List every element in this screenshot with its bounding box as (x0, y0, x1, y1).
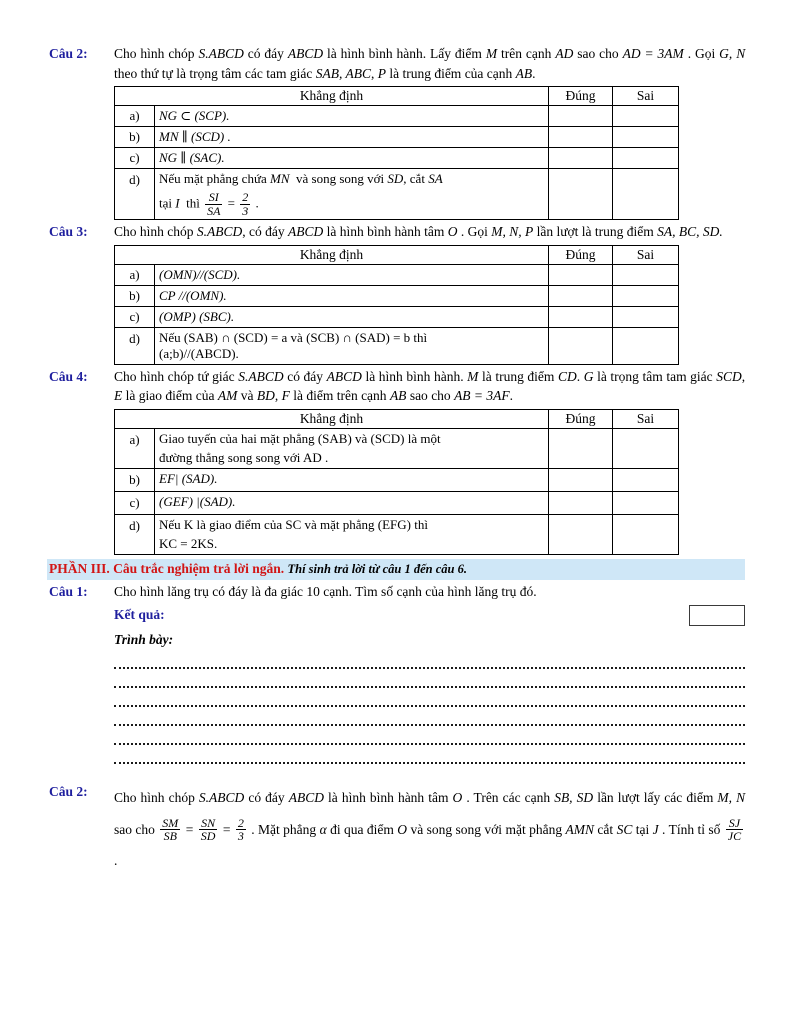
row-statement (155, 469, 549, 492)
math-term: S.ABCD (238, 368, 284, 384)
table-row (115, 515, 679, 555)
answer-cell-true[interactable] (549, 515, 613, 555)
math-term: J (652, 821, 659, 837)
math-term: P (377, 65, 386, 81)
text-fragment: cho (599, 46, 619, 61)
fraction-two-thirds: $\frac{2}{3}$ (237, 815, 244, 844)
math-term: AB = 3AF (454, 388, 510, 404)
math-term: AMN (565, 821, 594, 837)
answer-cell-true[interactable] (549, 306, 613, 327)
math-term-alpha: α (319, 821, 327, 837)
row-statement (155, 306, 549, 327)
math-term: M, N (717, 789, 746, 805)
question-cau-4 (0, 367, 792, 406)
statement-text: (OMP) (SBC). (159, 308, 235, 324)
statement-text: CP //(OMN). (159, 287, 227, 303)
row-index: b) (115, 127, 155, 148)
text-fragment: sao cho (114, 821, 155, 837)
statement-text: NG ∥ (SAC). (159, 150, 225, 166)
statement-table-cau-3 (114, 245, 679, 365)
text-fragment: Cho hình chóp (114, 46, 195, 61)
fraction-si-sa: $\frac{SI}{SA}$ (207, 190, 221, 218)
answer-cell-false[interactable] (613, 285, 679, 306)
column-header-false: Sai (613, 245, 679, 264)
text-fragment: là trung điểm (482, 368, 555, 384)
text-fragment: có đáy (247, 46, 284, 61)
row-statement (155, 127, 549, 148)
question-label: Câu 2: (49, 46, 88, 61)
answer-cell-true[interactable] (549, 127, 613, 148)
result-row (114, 605, 745, 626)
math-term: S.ABCD (198, 789, 245, 805)
dotted-line[interactable] (114, 669, 745, 688)
math-term: AB (515, 65, 533, 81)
question-prompt (114, 222, 792, 242)
text-fragment: sao (577, 46, 596, 61)
math-term: SC (616, 821, 633, 837)
row-statement (155, 429, 549, 469)
column-header-statement: Khẳng định (115, 410, 549, 429)
math-term: AB (389, 388, 407, 404)
statement-line-2: KC = 2KS. (159, 536, 218, 551)
dotted-line[interactable] (114, 745, 745, 764)
text-fragment: sao (409, 388, 428, 404)
table-header-row (115, 410, 679, 429)
table-row (115, 106, 679, 127)
column-header-true: Đúng (549, 410, 613, 429)
row-index: d) (115, 327, 155, 364)
answer-cell-true[interactable] (549, 285, 613, 306)
math-term: O (447, 224, 458, 240)
row-index: a) (115, 429, 155, 469)
text-fragment: có đáy (287, 368, 324, 384)
text-fragment: lượt lấy các điểm (617, 789, 714, 805)
text-fragment: , (741, 368, 746, 384)
question-label: Câu 4: (49, 368, 88, 384)
result-label: Kết quả: (114, 607, 165, 623)
question-prompt (114, 782, 792, 877)
text-fragment: Cho hình chóp tứ giác (114, 368, 235, 384)
text-fragment: là giao điểm của (125, 388, 215, 404)
text-fragment: Cho hình chóp (114, 789, 195, 805)
statement-line-2: tại I thì $\frac{SI}{SA}$ = $\frac{2}{3}$ . (159, 190, 259, 218)
statement-table-cau-4 (114, 409, 679, 555)
statement-line-1: Nếu mặt phẳng chứa MN và song song với SD, cắt SA (159, 171, 443, 187)
text-fragment: và (240, 388, 254, 404)
math-term: O (397, 821, 408, 837)
text-fragment: cắt (597, 821, 614, 837)
question-prompt (114, 44, 792, 83)
answer-cell-true[interactable] (549, 492, 613, 515)
math-term: ABCD (326, 368, 362, 384)
text-fragment: với mặt phẳng (484, 821, 563, 837)
text-fragment: trên cạnh (501, 46, 552, 61)
answer-cell-false[interactable] (613, 148, 679, 169)
table-header-row (115, 245, 679, 264)
math-term: S.ABCD (198, 46, 244, 61)
math-term: ABCD (288, 789, 324, 805)
answer-cell-true[interactable] (549, 429, 613, 469)
statement-line-1: Nếu (SAB) ∩ (SCD) = a và (SCB) ∩ (SAD) = b thì (159, 329, 428, 345)
answer-cell-false[interactable] (613, 306, 679, 327)
text-fragment: . (509, 388, 514, 404)
statement-line-1: Nếu K là giao điểm của SC và mặt phẳng (EFG) thì (159, 517, 428, 532)
text-fragment: lần (597, 789, 614, 805)
question-label: Câu 3: (49, 224, 88, 240)
math-term: E (114, 388, 123, 404)
row-statement (155, 264, 549, 285)
text-fragment: . Mặt phẳng (251, 821, 317, 837)
table-row (115, 429, 679, 469)
answer-cell-false[interactable] (613, 264, 679, 285)
math-term: O (452, 789, 463, 805)
text-fragment: là hình bình hành tâm (328, 789, 449, 805)
row-index: d) (115, 515, 155, 555)
text-fragment: tại (635, 821, 650, 837)
column-header-false: Sai (613, 87, 679, 106)
fraction-value: $\frac{2}{3}$ (242, 190, 249, 218)
math-term: SA, BC, SD. (657, 224, 723, 240)
answer-cell-false[interactable] (613, 106, 679, 127)
math-term: M (485, 46, 498, 61)
answer-cell-true[interactable] (549, 106, 613, 127)
answer-cell-false[interactable] (613, 327, 679, 364)
column-header-true: Đúng (549, 87, 613, 106)
question-cau-3 (0, 222, 792, 242)
row-statement (155, 515, 549, 555)
text-fragment: . Trên các cạnh (466, 789, 551, 805)
table-row (115, 327, 679, 364)
text-fragment: là trung điểm (389, 65, 462, 81)
table-header-row (115, 87, 679, 106)
text-fragment: là trọng tâm tam giác (597, 368, 713, 384)
math-term: M (467, 368, 479, 384)
text-fragment: . (576, 368, 581, 384)
dotted-line[interactable] (114, 650, 745, 669)
math-term: G, N (719, 46, 746, 61)
text-fragment: cho (431, 388, 451, 404)
row-index: b) (115, 469, 155, 492)
text-fragment: theo thứ tự là trọng tâm các tam giác (114, 65, 313, 81)
text-fragment: . Gọi (460, 224, 488, 240)
equals-sign: = (227, 195, 236, 211)
answer-cell-true[interactable] (549, 469, 613, 492)
math-term: CD (558, 368, 577, 384)
row-statement (155, 492, 549, 515)
math-term: AD = 3AM (622, 46, 684, 61)
math-term: ABCD (287, 224, 324, 240)
text-fragment: , có đáy (242, 224, 285, 240)
equals-sign: = (185, 821, 194, 837)
text-fragment: là điểm trên cạnh (293, 388, 387, 404)
dotted-line[interactable] (114, 688, 745, 707)
table-row (115, 127, 679, 148)
row-statement (155, 106, 549, 127)
answer-cell-true[interactable] (549, 169, 613, 220)
text-fragment: , (370, 65, 375, 81)
table-row (115, 492, 679, 515)
row-statement (155, 327, 549, 364)
question-prompt (114, 367, 792, 406)
answer-cell-true[interactable] (549, 148, 613, 169)
short-question-cau-2 (0, 782, 792, 877)
answer-cell-true[interactable] (549, 327, 613, 364)
table-row (115, 169, 679, 220)
question-cau-2 (0, 44, 792, 83)
math-term: SB, SD (554, 789, 594, 805)
statement-text: EF| (SAD). (159, 471, 218, 486)
dotted-line[interactable] (114, 707, 745, 726)
row-index: d) (115, 169, 155, 220)
equals-sign: = (222, 821, 231, 837)
column-header-statement: Khẳng định (115, 245, 549, 264)
text-fragment: là hình bình hành. (365, 368, 464, 384)
row-index: a) (115, 264, 155, 285)
period: . (255, 195, 259, 211)
answer-cell-false[interactable] (613, 429, 679, 469)
row-statement (155, 148, 549, 169)
work-row (114, 632, 792, 648)
column-header-true: Đúng (549, 245, 613, 264)
text-fragment: đi qua điểm (330, 821, 394, 837)
row-statement (155, 169, 549, 220)
math-term: AM (217, 388, 238, 404)
table-row (115, 469, 679, 492)
text-fragment: . (532, 65, 536, 81)
text-fragment: . Gọi (687, 46, 716, 61)
table-row (115, 264, 679, 285)
math-term: S.ABCD (196, 224, 243, 240)
text-fragment: Cho hình chóp (114, 224, 194, 240)
statement-text: MN ∥ (SCD) . (159, 129, 231, 145)
fraction-sj-jc: $\frac{SJ}{JC}$ (727, 815, 742, 844)
text-fragment: , (274, 388, 279, 404)
text-fragment: . (114, 853, 118, 869)
math-term: AD (555, 46, 574, 61)
column-header-false: Sai (613, 410, 679, 429)
table-row (115, 306, 679, 327)
text-fragment: là hình bình hành. Lấy điểm (327, 46, 482, 61)
text-fragment: là hình bình hành tâm (326, 224, 445, 240)
math-term: ABCD (287, 46, 324, 61)
row-index: a) (115, 106, 155, 127)
statement-line-2: (a;b)//(ABCD). (159, 345, 239, 361)
text-fragment: . Tính tỉ số (662, 821, 721, 837)
answer-cell-false[interactable] (613, 515, 679, 555)
table-row (115, 285, 679, 306)
statement-text: (GEF) |(SAD). (159, 494, 236, 509)
statement-text: NG ⊂ (SCP). (159, 108, 230, 124)
answer-input-box[interactable] (689, 605, 745, 626)
work-label: Trình bày: (114, 631, 174, 647)
row-index: c) (115, 492, 155, 515)
answer-cell-false[interactable] (613, 127, 679, 148)
section-subtitle: Thí sinh trả lời từ câu 1 đến câu 6. (287, 562, 467, 576)
row-index: c) (115, 148, 155, 169)
text-fragment: và song song (410, 821, 481, 837)
column-header-statement: Khẳng định (115, 87, 549, 106)
statement-line-1: Giao tuyến của hai mặt phẳng (SAB) và (SCD) là một (159, 431, 441, 446)
row-index: c) (115, 306, 155, 327)
fraction-sm-sb: $\frac{SM}{SB}$ (162, 815, 179, 844)
answer-cell-true[interactable] (549, 264, 613, 285)
question-label: Câu 2: (49, 783, 88, 799)
row-index: b) (115, 285, 155, 306)
math-term: F (281, 388, 290, 404)
short-question-cau-1 (0, 582, 792, 602)
math-term: SAB, ABC (315, 65, 371, 81)
answer-cell-false[interactable] (613, 469, 679, 492)
section-banner-phan-iii (47, 559, 745, 580)
text-fragment: của cạnh (464, 65, 513, 81)
text-fragment: trung điểm (594, 224, 654, 240)
math-term: G (583, 368, 594, 384)
text-fragment: có đáy (248, 789, 285, 805)
row-statement (155, 285, 549, 306)
answer-cell-false[interactable] (613, 169, 679, 220)
statement-line-2: đường thẳng song song với AD . (159, 450, 329, 465)
question-prompt: Cho hình lăng trụ có đáy là đa giác 10 cạnh. Tìm số cạnh của hình lăng trụ đó. (114, 584, 537, 600)
math-term: SCD (716, 368, 742, 384)
section-title: PHẦN III. Câu trắc nghiệm trả lời ngắn. (49, 561, 285, 576)
answer-cell-false[interactable] (613, 492, 679, 515)
question-label: Câu 1: (49, 584, 88, 600)
math-term: BD (256, 388, 275, 404)
dotted-line[interactable] (114, 726, 745, 745)
table-row (115, 148, 679, 169)
text-fragment: lần lượt là (536, 224, 592, 240)
fraction-sn-sd: $\frac{SN}{SD}$ (200, 815, 216, 844)
answer-dotted-lines[interactable] (114, 650, 745, 764)
statement-table-cau-2 (114, 86, 679, 220)
math-term: M, N, P (491, 224, 534, 240)
statement-text: (OMN)//(SCD). (159, 266, 241, 282)
